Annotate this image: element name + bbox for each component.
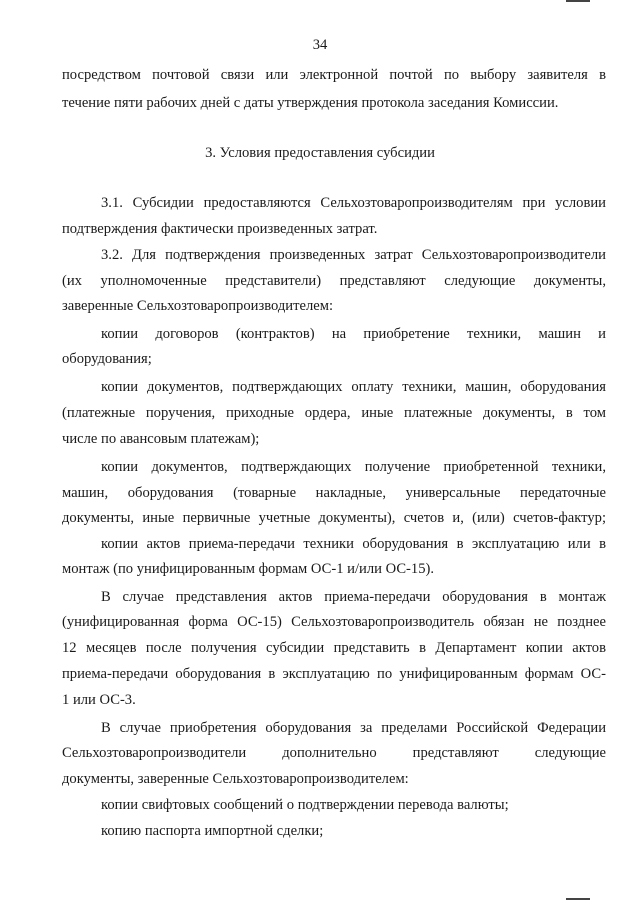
text-line: копию паспорта импортной сделки;: [101, 823, 324, 839]
text-line: заверенные Сельхозтоваропроизводителем:: [62, 298, 334, 314]
text-line: документы, заверенные Сельхозтоваропроизводителем:: [62, 771, 409, 787]
text-line: (платежные поручения, приходные ордера, иные платежные документы, в том: [62, 405, 606, 421]
text-line: числе по авансовым платежам);: [62, 431, 260, 447]
text-line: 12 месяцев после получения субсидии представить в Департамент копии актов: [62, 640, 606, 656]
text-line: машин, оборудования (товарные накладные, универсальные передаточные: [62, 485, 606, 501]
text-line: документы, иные первичные учетные документы), счетов и, (или) счетов-фактур;: [62, 510, 606, 526]
page-number: 34: [312, 37, 328, 53]
text-line: копии актов приема-передачи техники оборудования в эксплуатацию или в: [101, 536, 606, 552]
section-heading: 3. Условия предоставления субсидии: [205, 145, 435, 161]
text-line: копии документов, подтверждающих оплату техники, машин, оборудования: [101, 379, 606, 395]
text-line: 3.2. Для подтверждения произведенных затрат Сельхозтоваропроизводители: [101, 247, 606, 263]
scan-mark-top: [566, 0, 590, 8]
text-line: посредством почтовой связи или электронной почтой по выбору заявителя в: [62, 67, 606, 83]
text-line: монтаж (по унифицированным формам ОС-1 и/или ОС-15).: [62, 561, 435, 577]
text-line: 3.1. Субсидии предоставляются Сельхозтоваропроизводителям при условии: [101, 195, 606, 211]
text-line: (их уполномоченные представители) представляют следующие документы,: [62, 273, 606, 289]
text-line: 1 или ОС-3.: [62, 692, 136, 708]
text-line: течение пяти рабочих дней с даты утверждения протокола заседания Комиссии.: [62, 95, 559, 111]
text-line: (унифицированная форма ОС-15) Сельхозтоваропроизводитель обязан не позднее: [62, 614, 606, 630]
text-line: подтверждения фактически произведенных затрат.: [62, 221, 378, 237]
text-line: оборудования;: [62, 351, 152, 367]
text-line: копии свифтовых сообщений о подтверждении перевода валюты;: [101, 797, 509, 813]
text-line: копии документов, подтверждающих получение приобретенной техники,: [101, 459, 606, 475]
text-line: В случае приобретения оборудования за пределами Российской Федерации: [101, 720, 606, 736]
text-line: копии договоров (контрактов) на приобретение техники, машин и: [101, 326, 606, 342]
text-line: Сельхозтоваропроизводители дополнительно представляют следующие: [62, 745, 606, 761]
text-line: приема-передачи оборудования в эксплуатацию по унифицированным формам ОС-: [62, 666, 606, 682]
text-line: В случае представления актов приема-передачи оборудования в монтаж: [101, 589, 606, 605]
